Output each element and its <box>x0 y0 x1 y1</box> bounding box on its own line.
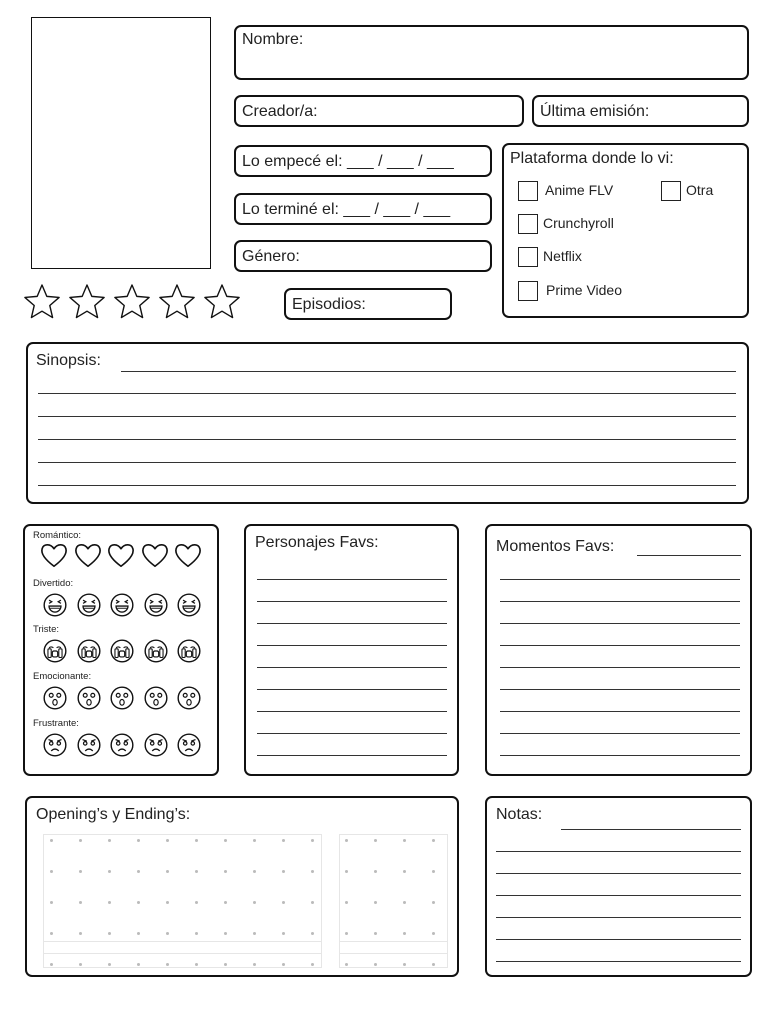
grid-dot <box>374 963 377 966</box>
grid-dot <box>137 901 140 904</box>
ruled-line <box>500 645 740 646</box>
grid-dot <box>224 932 227 935</box>
checkbox-otra[interactable] <box>661 181 681 201</box>
grid-dot <box>345 901 348 904</box>
genero-field[interactable] <box>234 240 492 272</box>
frustrated-face-icon[interactable] <box>143 732 169 758</box>
momentos-favs-box[interactable] <box>485 524 752 776</box>
grid-dot <box>403 870 406 873</box>
ruled-line <box>500 579 740 580</box>
grid-dot <box>166 901 169 904</box>
grid-dot <box>50 839 53 842</box>
grid-dot <box>195 932 198 935</box>
laughing-face-icon[interactable] <box>143 592 169 618</box>
grid-dot <box>374 901 377 904</box>
ruled-line <box>500 711 740 712</box>
ruled-line <box>257 601 447 602</box>
grid-dot <box>224 839 227 842</box>
grid-divider <box>44 941 321 942</box>
mood-rows <box>25 526 217 774</box>
laughing-face-icon[interactable] <box>42 592 68 618</box>
grid-dot <box>432 932 435 935</box>
laughing-face-icon[interactable] <box>76 592 102 618</box>
star-icon[interactable] <box>112 283 152 323</box>
grid-dot <box>374 870 377 873</box>
creador-field[interactable] <box>234 95 524 127</box>
openings-endings-title: Opening’s y Ending’s: <box>36 806 191 823</box>
grid-dot <box>311 901 314 904</box>
ruled-line <box>257 711 447 712</box>
dot-grid-left <box>43 834 322 968</box>
grid-dot <box>345 839 348 842</box>
grid-dot <box>403 839 406 842</box>
grid-dot <box>224 870 227 873</box>
episodios-field[interactable] <box>284 288 452 320</box>
grid-dot <box>403 932 406 935</box>
crying-face-icon[interactable] <box>76 638 102 664</box>
grid-dot <box>79 932 82 935</box>
frustrated-face-icon[interactable] <box>42 732 68 758</box>
grid-dot <box>79 901 82 904</box>
frustrated-face-icon[interactable] <box>109 732 135 758</box>
star-icon[interactable] <box>22 283 62 323</box>
grid-dot <box>374 932 377 935</box>
grid-dot <box>374 839 377 842</box>
grid-dot <box>108 870 111 873</box>
lo-empece-label: Lo empecé el: ___ / ___ / ___ <box>242 153 454 170</box>
momentos-title-line <box>637 555 741 556</box>
grid-dot <box>166 870 169 873</box>
grid-dot <box>79 870 82 873</box>
grid-dot <box>253 963 256 966</box>
grid-dot <box>224 963 227 966</box>
grid-divider <box>340 941 447 942</box>
grid-dot <box>253 901 256 904</box>
crying-face-icon[interactable] <box>42 638 68 664</box>
grid-dot <box>108 901 111 904</box>
personajes-favs-box[interactable] <box>244 524 459 776</box>
grid-dot <box>79 963 82 966</box>
ruled-line <box>496 939 741 940</box>
crying-face-icon[interactable] <box>143 638 169 664</box>
lo-empece-field[interactable] <box>234 145 492 177</box>
cover-image-placeholder <box>31 17 211 269</box>
option-netflix-label: Netflix <box>543 248 582 264</box>
ruled-line <box>500 601 740 602</box>
ruled-line <box>500 667 740 668</box>
grid-dot <box>108 932 111 935</box>
checkbox-anime-flv[interactable] <box>518 181 538 201</box>
grid-dot <box>345 870 348 873</box>
sinopsis-box[interactable] <box>26 342 749 504</box>
grid-dot <box>195 839 198 842</box>
grid-dot <box>137 963 140 966</box>
grid-dot <box>79 839 82 842</box>
ultima-emision-label: Última emisión: <box>540 103 650 120</box>
ultima-emision-field[interactable] <box>532 95 749 127</box>
ruled-line <box>257 623 447 624</box>
ruled-line <box>257 755 447 756</box>
option-anime-flv-label: Anime FLV <box>545 182 614 198</box>
ruled-line <box>496 851 741 852</box>
grid-dot <box>137 870 140 873</box>
grid-divider <box>44 953 321 954</box>
heart-icon[interactable] <box>173 540 203 570</box>
sinopsis-line <box>38 393 736 394</box>
grid-dot <box>282 963 285 966</box>
openings-endings-box[interactable] <box>25 796 459 977</box>
grid-dot <box>195 870 198 873</box>
grid-dot <box>50 963 53 966</box>
grid-dot <box>166 932 169 935</box>
grid-dot <box>224 901 227 904</box>
mood-label: Triste: <box>33 624 60 635</box>
grid-dot <box>137 932 140 935</box>
ruled-line <box>496 895 741 896</box>
grid-dot <box>282 839 285 842</box>
grid-dot <box>50 932 53 935</box>
grid-dot <box>108 839 111 842</box>
grid-dot <box>50 870 53 873</box>
option-crunchyroll-label: Crunchyroll <box>543 215 614 231</box>
grid-dot <box>432 901 435 904</box>
heart-icon[interactable] <box>39 540 69 570</box>
grid-dot <box>50 901 53 904</box>
mood-label: Romántico: <box>33 530 82 541</box>
grid-dot <box>432 870 435 873</box>
ruled-line <box>500 733 740 734</box>
ruled-line <box>257 645 447 646</box>
checkbox-crunchyroll[interactable] <box>518 214 538 234</box>
sinopsis-line <box>38 485 736 486</box>
sinopsis-line <box>121 371 736 372</box>
sinopsis-label: Sinopsis: <box>36 352 101 369</box>
dot-grid-right <box>339 834 448 968</box>
grid-dot <box>195 901 198 904</box>
surprised-face-icon[interactable] <box>143 685 169 711</box>
grid-dot <box>282 901 285 904</box>
grid-dot <box>345 932 348 935</box>
star-icon[interactable] <box>157 283 197 323</box>
ruled-line <box>257 667 447 668</box>
ruled-line <box>496 873 741 874</box>
grid-dot <box>166 839 169 842</box>
option-otra-label: Otra <box>686 182 714 198</box>
option-prime-video-label: Prime Video <box>546 282 623 298</box>
surprised-face-icon[interactable] <box>176 685 202 711</box>
grid-dot <box>195 963 198 966</box>
nombre-field[interactable] <box>234 25 749 80</box>
grid-dot <box>432 963 435 966</box>
crying-face-icon[interactable] <box>109 638 135 664</box>
sinopsis-line <box>38 439 736 440</box>
star-icon[interactable] <box>202 283 242 323</box>
grid-dot <box>311 963 314 966</box>
lo-termine-label: Lo terminé el: ___ / ___ / ___ <box>242 201 451 218</box>
sinopsis-line <box>38 462 736 463</box>
ruled-line <box>500 689 740 690</box>
grid-dot <box>253 932 256 935</box>
notas-title: Notas: <box>496 806 543 823</box>
grid-dot <box>282 870 285 873</box>
momentos-favs-title: Momentos Favs: <box>496 538 615 555</box>
heart-icon[interactable] <box>106 540 136 570</box>
mood-label: Emocionante: <box>33 671 92 682</box>
laughing-face-icon[interactable] <box>109 592 135 618</box>
notas-title-line <box>561 829 741 830</box>
personajes-favs-title: Personajes Favs: <box>255 534 379 551</box>
mood-label: Frustrante: <box>33 718 79 729</box>
ruled-line <box>257 733 447 734</box>
grid-dot <box>253 870 256 873</box>
grid-dot <box>108 963 111 966</box>
grid-divider <box>340 953 447 954</box>
lo-termine-field[interactable] <box>234 193 492 225</box>
laughing-face-icon[interactable] <box>176 592 202 618</box>
surprised-face-icon[interactable] <box>109 685 135 711</box>
ruled-line <box>500 623 740 624</box>
grid-dot <box>403 963 406 966</box>
notas-box[interactable] <box>485 796 752 977</box>
ruled-line <box>496 961 741 962</box>
checkbox-netflix[interactable] <box>518 247 538 267</box>
creador-label: Creador/a: <box>242 103 318 120</box>
frustrated-face-icon[interactable] <box>176 732 202 758</box>
ruled-line <box>257 689 447 690</box>
grid-dot <box>311 839 314 842</box>
heart-icon[interactable] <box>140 540 170 570</box>
grid-dot <box>311 932 314 935</box>
grid-dot <box>137 839 140 842</box>
grid-dot <box>345 963 348 966</box>
grid-dot <box>432 839 435 842</box>
grid-dot <box>253 839 256 842</box>
grid-dot <box>403 901 406 904</box>
crying-face-icon[interactable] <box>176 638 202 664</box>
nombre-label: Nombre: <box>242 31 304 48</box>
plataforma-box <box>502 143 749 318</box>
grid-dot <box>166 963 169 966</box>
star-icon[interactable] <box>67 283 107 323</box>
plataforma-title: Plataforma donde lo vi: <box>510 150 674 167</box>
grid-dot <box>282 932 285 935</box>
ruled-line <box>496 917 741 918</box>
grid-dot <box>311 870 314 873</box>
mood-rating-box <box>23 524 219 776</box>
genero-label: Género: <box>242 248 300 265</box>
checkbox-prime-video[interactable] <box>518 281 538 301</box>
mood-label: Divertido: <box>33 578 74 589</box>
surprised-face-icon[interactable] <box>76 685 102 711</box>
heart-icon[interactable] <box>73 540 103 570</box>
frustrated-face-icon[interactable] <box>76 732 102 758</box>
star-rating[interactable] <box>22 283 244 323</box>
surprised-face-icon[interactable] <box>42 685 68 711</box>
episodios-label: Episodios: <box>292 296 366 313</box>
ruled-line <box>500 755 740 756</box>
ruled-line <box>257 579 447 580</box>
sinopsis-line <box>38 416 736 417</box>
